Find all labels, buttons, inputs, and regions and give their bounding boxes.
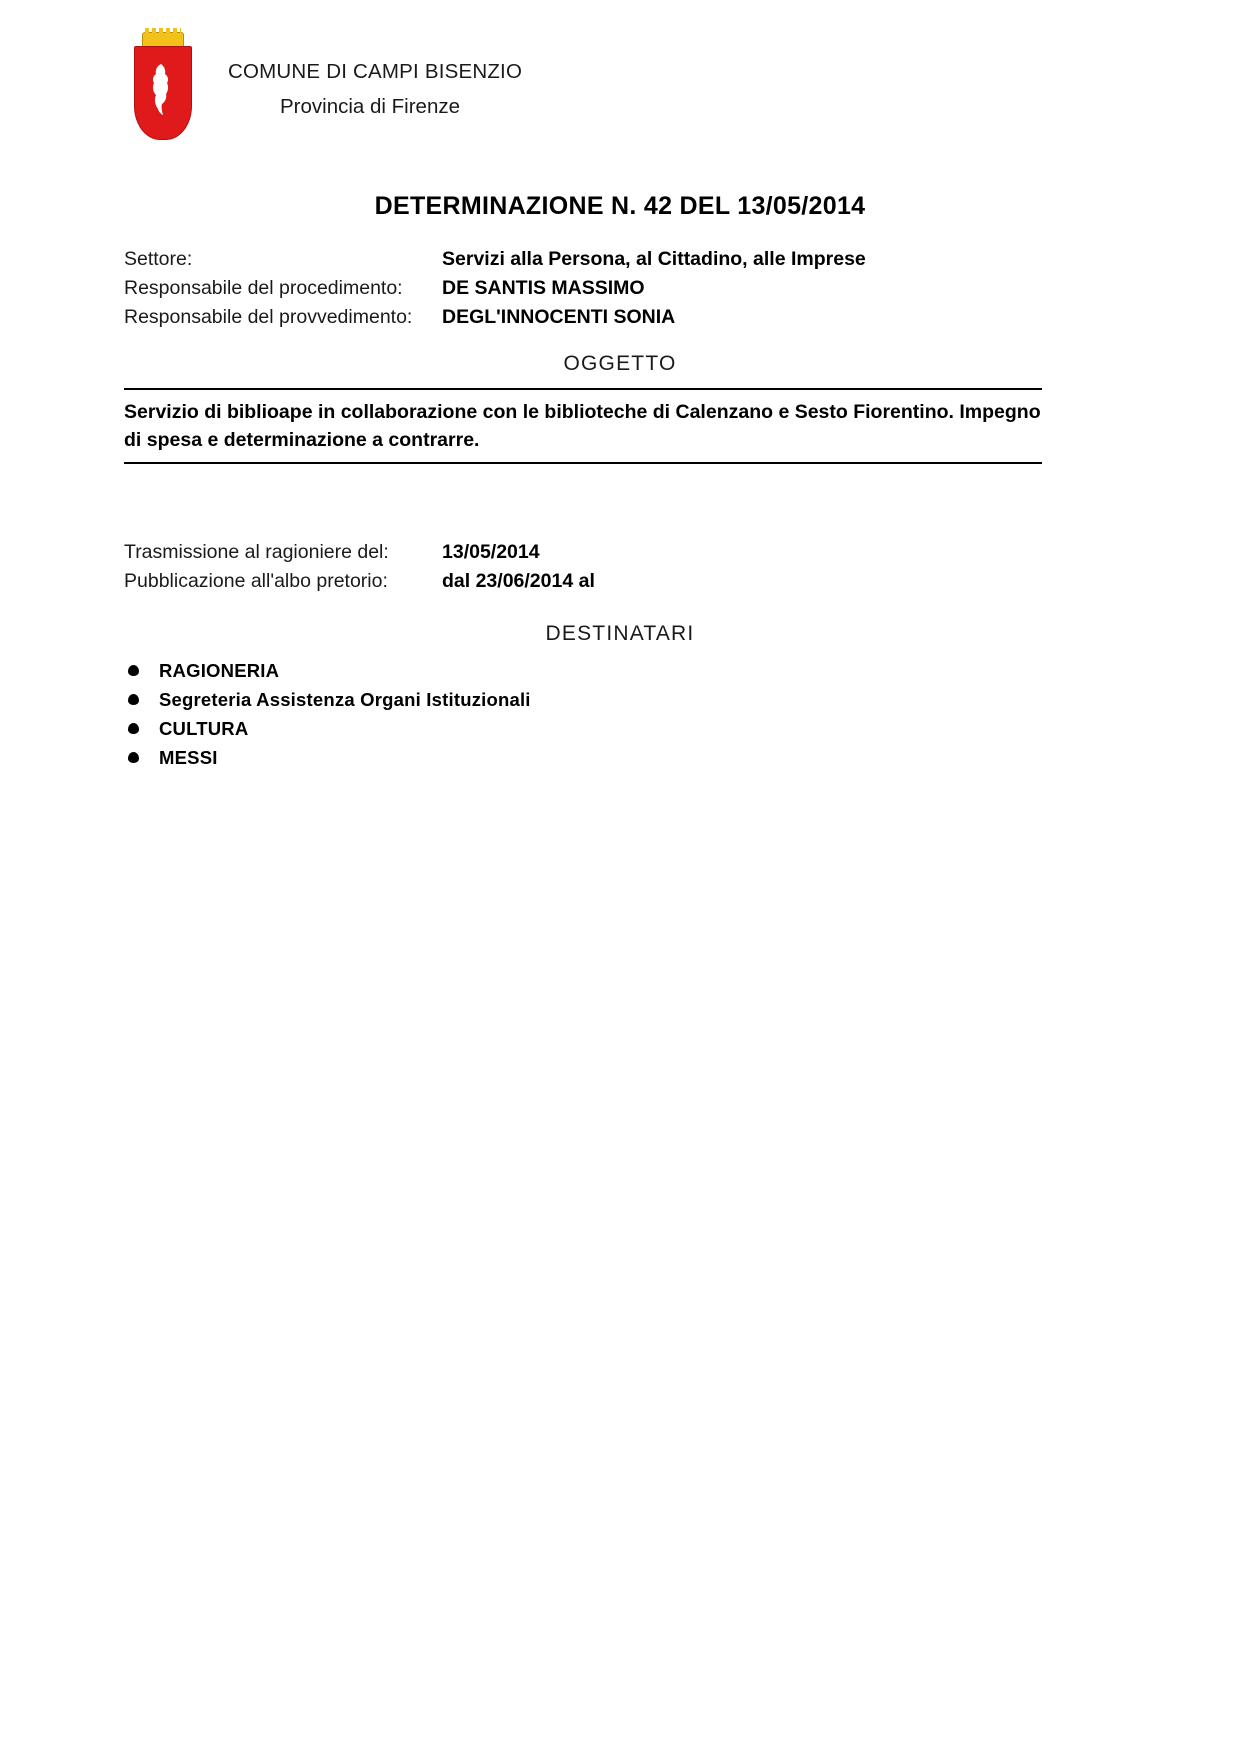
- date-label-pubblicazione: Pubblicazione all'albo pretorio:: [124, 570, 388, 592]
- date-row: [124, 570, 1074, 593]
- bullet-icon: [128, 723, 139, 734]
- bullet-icon: [128, 694, 139, 705]
- organization-province: Provincia di Firenze: [280, 95, 461, 118]
- coat-of-arms-icon: [128, 28, 196, 140]
- list-item: [124, 657, 531, 684]
- meta-row: [124, 248, 1074, 271]
- destinatario-label: RAGIONERIA: [159, 659, 280, 681]
- document-header: [128, 28, 522, 140]
- divider-top: [124, 388, 1042, 390]
- list-item: [124, 715, 531, 742]
- bullet-icon: [128, 752, 139, 763]
- destinatari-list: [124, 657, 531, 773]
- meta-label-settore: Settore:: [124, 248, 193, 270]
- destinatario-label: CULTURA: [159, 717, 249, 739]
- destinatario-label: MESSI: [159, 746, 218, 768]
- metadata-block: [124, 248, 1074, 335]
- divider-bottom: [124, 462, 1042, 464]
- oggetto-heading: OGGETTO: [563, 352, 677, 375]
- oggetto-text: Servizio di biblioape in collaborazione con le biblioteche di Calenzano e Sesto Fiorentino. Impegno di spesa e determinazione a contrarre.: [124, 401, 1041, 452]
- meta-row: [124, 306, 1074, 329]
- organization-name: COMUNE DI CAMPI BISENZIO: [228, 60, 523, 83]
- date-value-trasmissione: 13/05/2014: [442, 541, 540, 563]
- list-item: [124, 686, 531, 713]
- meta-label-responsabile-procedimento: Responsabile del procedimento:: [124, 277, 403, 299]
- date-label-trasmissione: Trasmissione al ragioniere del:: [124, 541, 389, 563]
- dates-block: [124, 541, 1074, 599]
- meta-value-responsabile-procedimento: DE SANTIS MASSIMO: [442, 277, 645, 299]
- date-value-pubblicazione: dal 23/06/2014 al: [442, 570, 595, 592]
- meta-label-responsabile-provvedimento: Responsabile del provvedimento:: [124, 306, 413, 328]
- meta-value-responsabile-provvedimento: DEGL'INNOCENTI SONIA: [442, 306, 676, 328]
- destinatari-heading: DESTINATARI: [545, 622, 695, 645]
- meta-value-settore: Servizi alla Persona, al Cittadino, alle Imprese: [442, 248, 866, 270]
- list-item: [124, 744, 531, 771]
- destinatario-label: Segreteria Assistenza Organi Istituzionali: [159, 688, 531, 710]
- bullet-icon: [128, 665, 139, 676]
- date-row: [124, 541, 1074, 564]
- meta-row: [124, 277, 1074, 300]
- page-title: DETERMINAZIONE N. 42 DEL 13/05/2014: [374, 192, 866, 220]
